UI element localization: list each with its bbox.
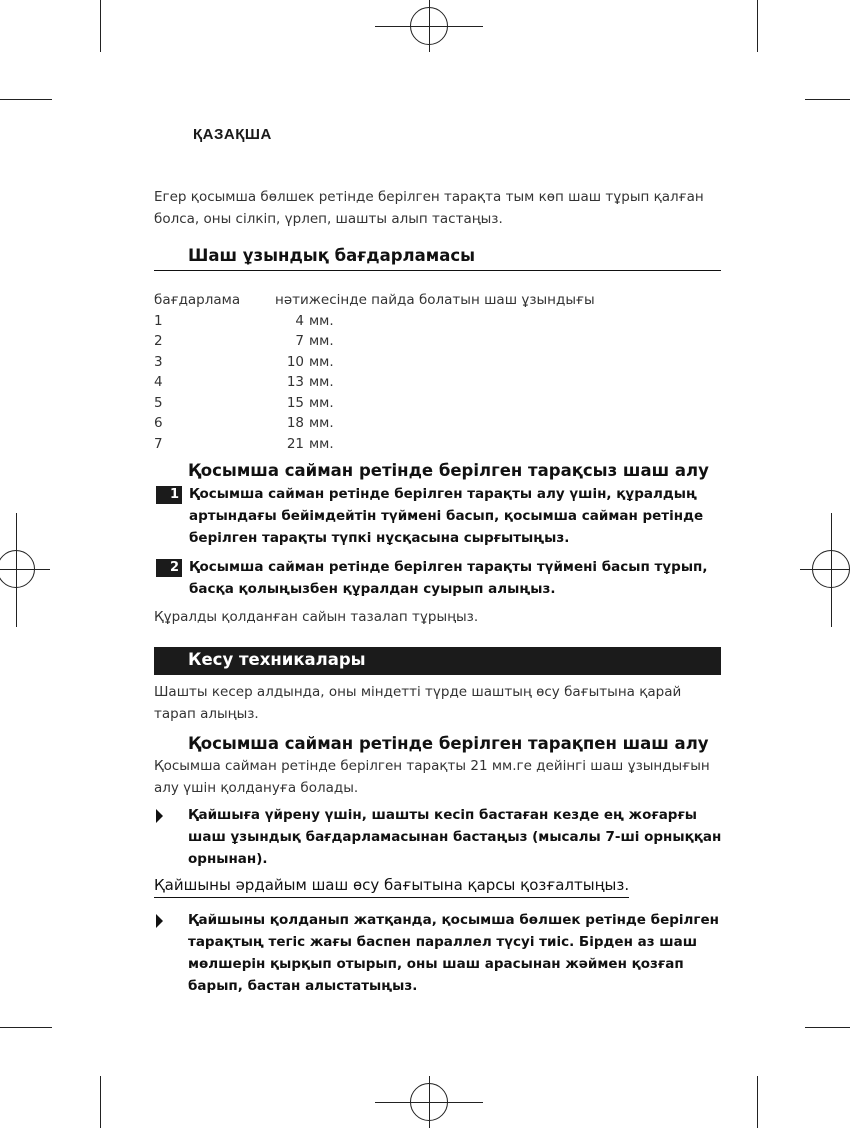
table-cell: мм. (309, 374, 334, 390)
language-label: ҚАЗАҚША (193, 126, 272, 143)
intro-paragraph: Егер қосымша бөлшек ретінде берілген тарақта тым көп шаш тұрып қалған болса, оны сілкіп, үрлеп, шашты алып тастаңыз. (154, 189, 704, 227)
with-comb-paragraph: Қосымша сайман ретінде берілген тарақты 21 мм.ге дейінгі шаш ұзындығын алу үшін қолдануға болады. (154, 758, 710, 796)
table-cell: 13 (286, 374, 304, 390)
program-section-title: Шаш ұзындық бағдарламасы (188, 246, 476, 265)
table-cell: 2 (154, 333, 163, 349)
bullet-arrow-icon (156, 809, 163, 823)
table-cell: 7 (295, 333, 304, 349)
table-cell: 1 (154, 312, 163, 329)
bullet-text: Қайшыға үйрену үшін, шашты кесіп бастаған кезде ең жоғарғы шаш ұзындық бағдарламасынан бастаңыз (мысалы 7-ші орныққан орнынан). (188, 807, 722, 867)
table-cell: 21 (286, 435, 304, 452)
table-cell: 3 (154, 353, 163, 370)
bullet-item (156, 909, 726, 997)
step-number: 1 (169, 487, 179, 502)
with-comb-section-title: Қосымша сайман ретінде берілген тарақпен шаш алу (188, 734, 709, 753)
table-cell: мм. (309, 312, 334, 329)
table-header: бағдарлама (154, 292, 241, 308)
step-number: 2 (169, 560, 179, 575)
step-number-badge (156, 486, 182, 504)
table-cell: мм. (309, 394, 334, 411)
crop-mark (757, 0, 758, 52)
step-number-badge (156, 559, 182, 577)
bullet-arrow-icon (156, 914, 163, 928)
table-cell: 7 (154, 435, 163, 452)
bullet-text: Қайшыны қолданып жатқанда, қосымша бөлшек ретінде берілген тарақтың тегіс жағы баспен параллел түсуі тиіс. Бірден аз шаш мөлшерін қырқып отырып, оны шаш арасынан жәймен қозғап барып, бастан алыстатыңыз. (188, 912, 719, 994)
table-cell: 10 (286, 353, 304, 370)
crop-mark (757, 1076, 758, 1128)
crop-mark (100, 0, 101, 52)
section-rule (154, 270, 721, 271)
technique-paragraph: Шашты кесер алдында, оны міндетті түрде шаштың өсу бағытына қарай тарап алыңыз. (154, 684, 682, 722)
bullet-item (156, 804, 726, 870)
crop-mark (100, 1076, 101, 1128)
step-1 (156, 483, 726, 549)
table-cell: 4 (295, 312, 304, 329)
underlined-instruction: Қайшыны әрдайым шаш өсу бағытына қарсы қозғалтыңыз. (154, 876, 629, 898)
table-cell: мм. (309, 333, 334, 349)
step-text: Қосымша сайман ретінде берілген тарақты алу үшін, құралдың артындағы бейімдейтін түймені басып, қосымша сайман ретінде берілген тарақты түпкі нұсқасына сырғытыңыз. (189, 486, 704, 546)
table-cell: 5 (154, 394, 163, 411)
no-comb-section-title: Қосымша сайман ретінде берілген тарақсыз шаш алу (188, 461, 709, 480)
crop-mark (0, 1027, 52, 1028)
table-cell: 4 (154, 374, 163, 390)
step-text: Қосымша сайман ретінде берілген тарақты түймені басып тұрып, басқа қолыңызбен құралдан суырып алыңыз. (189, 559, 708, 597)
technique-section-bar (154, 647, 721, 675)
table-cell: 6 (154, 415, 163, 431)
crop-mark (805, 1027, 850, 1028)
table-cell: 15 (286, 394, 304, 411)
cleaning-note: Құралды қолданған сайын тазалап тұрыңыз. (154, 609, 479, 625)
table-cell: мм. (309, 435, 334, 452)
crop-mark (0, 99, 52, 100)
table-header: нәтижесінде пайда болатын шаш ұзындығы (275, 292, 595, 308)
crop-mark (805, 99, 850, 100)
table-cell: мм. (309, 415, 334, 431)
table-cell: мм. (309, 353, 334, 370)
step-2 (156, 556, 726, 600)
table-cell: 18 (286, 415, 304, 431)
technique-section-title: Кесу техникалары (188, 650, 366, 669)
